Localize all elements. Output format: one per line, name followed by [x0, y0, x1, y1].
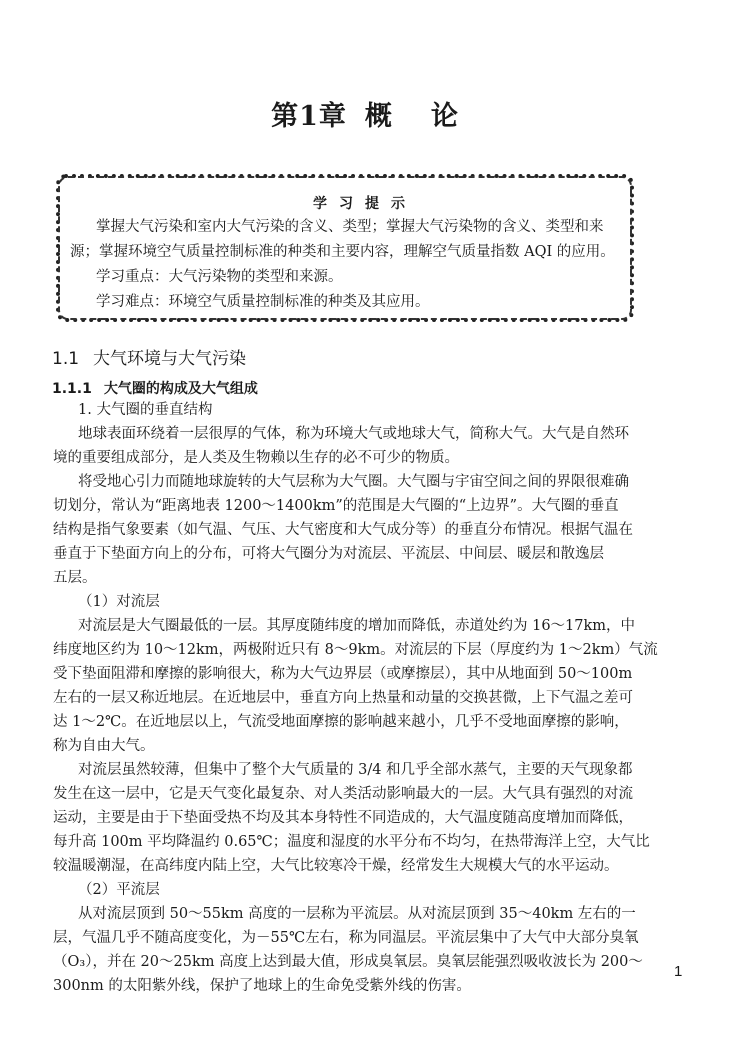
paragraph-line: 结构是指气象要素（如气温、气压、大气密度和大气成分等）的垂直分布情况。根据气温在	[53, 522, 633, 538]
tips-key-points: 学习重点：大气污染物的类型和来源。	[96, 269, 343, 285]
paragraph-line: 地球表面环绕着一层很厚的气体，称为环境大气或地球大气，简称大气。大气是自然环	[78, 426, 629, 442]
paragraph-line: 五层。	[53, 570, 97, 586]
subsection-heading	[52, 378, 258, 398]
tips-line: 源；掌握环境空气质量控制标准的种类和主要内容，理解空气质量指数 AQI 的应用。	[70, 244, 615, 260]
section-title: 大气环境与大气污染	[93, 349, 247, 369]
paragraph-line: 对流层是大气圈最低的一层。其厚度随纬度的增加而降低，赤道处约为 16～17km，中	[78, 618, 636, 634]
paragraph-line: 300nm 的太阳紫外线，保护了地球上的生命免受紫外线的伤害。	[53, 978, 471, 994]
paragraph-line: 对流层虽然较薄，但集中了整个大气质量的 3/4 和几乎全部水蒸气，主要的天气现象都	[78, 762, 633, 778]
paragraph-line: 垂直于下垫面方向上的分布，可将大气圈分为对流层、平流层、中间层、暖层和散逸层	[53, 546, 604, 562]
page-number: 1	[674, 963, 683, 980]
chapter-title	[0, 94, 730, 133]
paragraph-line: 层，气温几乎不随高度变化，为－55℃左右，称为同温层。平流层集中了大气中大部分臭氧	[53, 930, 639, 946]
paragraph-line: 每升高 100m 平均降温约 0.65℃；温度和湿度的水平分布不均匀，在热带海洋上空，大气比	[53, 834, 650, 850]
paragraph-line: 境的重要组成部分，是人类及生物赖以生存的必不可少的物质。	[53, 450, 459, 466]
item-heading: 1. 大气圈的垂直结构	[78, 402, 213, 418]
paragraph-line: 受下垫面阻滞和摩擦的影响很大，称为大气边界层（或摩擦层），其中从地面到 50～100m	[53, 666, 633, 682]
paragraph-line: 切划分，常认为“距离地表 1200～1400km”的范围是大气圈的“上边界”。大气圈的垂直	[53, 498, 619, 514]
paragraph-line: 较温暖潮湿，在高纬度内陆上空，大气比较寒冷干燥，经常发生大规模大气的水平运动。	[53, 858, 619, 874]
paragraph-line: 纬度地区约为 10～12km，两极附近只有 8～9km。对流层的下层（厚度约为 1～2km）气流	[53, 642, 658, 658]
paragraph-line: 发生在这一层中，它是天气变化最复杂、对人类活动影响最大的一层。大气具有强烈的对流	[53, 786, 633, 802]
paragraph-line: 将受地心引力而随地球旋转的大气层称为大气圈。大气圈与宇宙空间之间的界限很难确	[78, 474, 629, 490]
section-number: 1.1	[52, 349, 80, 369]
learning-tips-title: 学习提示	[313, 196, 417, 212]
paragraph-line: 左右的一层又称近地层。在近地层中，垂直方向上热量和动量的交换甚微，上下气温之差可	[53, 690, 633, 706]
paragraph-line: 从对流层顶到 50～55km 高度的一层称为平流层。从对流层顶到 35～40km 左右的一	[78, 906, 636, 922]
paragraph-line: 运动，主要是由于下垫面受热不均及其本身特性不同造成的，大气温度随高度增加而降低，	[53, 810, 633, 826]
paragraph-line: （O₃），并在 20～25km 高度上达到最大值，形成臭氧层。臭氧层能强烈吸收波长为 200～	[53, 954, 643, 970]
tips-line: 掌握大气污染和室内大气污染的含义、类型；掌握大气污染物的含义、类型和来	[96, 219, 604, 235]
chapter-title-char-1: 概	[364, 101, 393, 132]
item-heading: （1）对流层	[78, 594, 160, 610]
paragraph-line: 称为自由大气。	[53, 738, 155, 754]
subsection-title: 大气圈的构成及大气组成	[103, 381, 258, 397]
chapter-label: 第1章	[271, 101, 347, 132]
tips-difficulties: 学习难点：环境空气质量控制标准的种类及其应用。	[96, 294, 430, 310]
paragraph-line: 达 1～2℃。在近地层以上，气流受地面摩擦的影响越来越小，几乎不受地面摩擦的影响，	[53, 714, 629, 730]
subsection-number: 1.1.1	[52, 381, 92, 397]
chapter-title-char-2: 论	[430, 101, 459, 132]
item-heading: （2）平流层	[78, 882, 160, 898]
section-heading	[52, 344, 246, 369]
